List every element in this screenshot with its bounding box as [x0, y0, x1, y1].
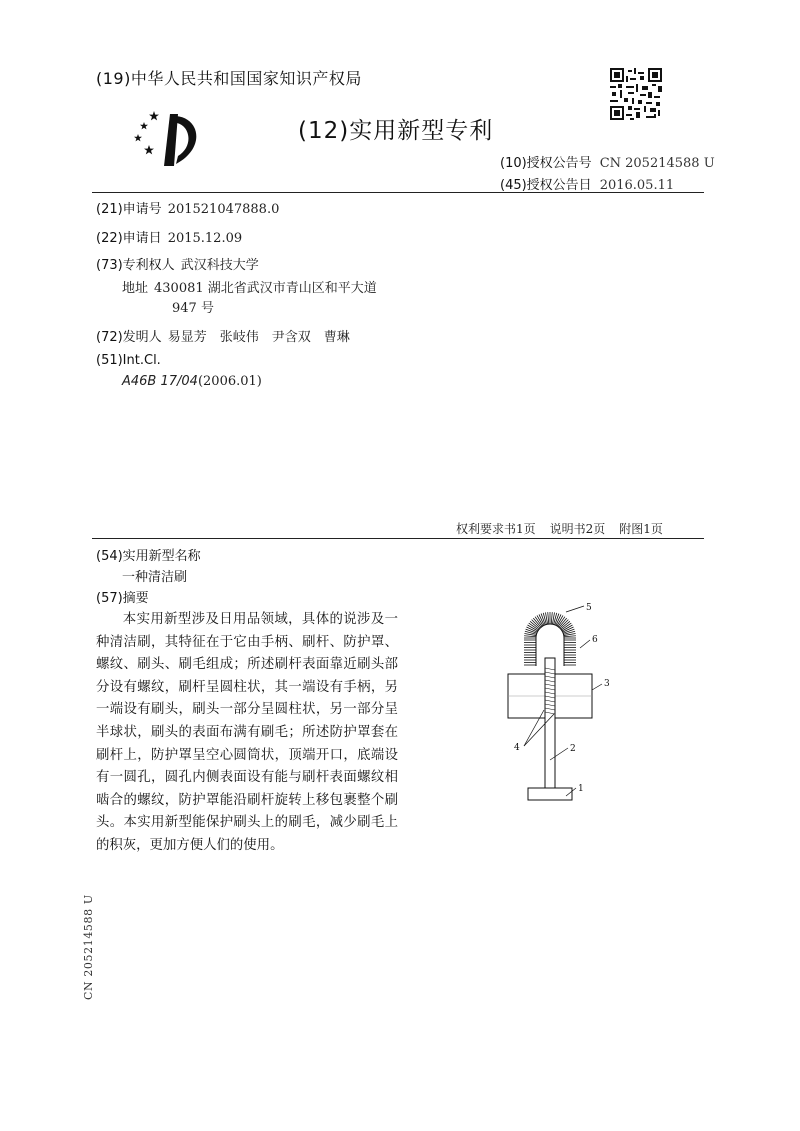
ipc-row — [122, 374, 262, 389]
page-count — [456, 520, 677, 537]
inventors-label: (72)发明人 — [96, 330, 162, 345]
publication-number-value: CN 205214588 U — [599, 156, 715, 171]
abstract-label: (57)摘要 — [96, 591, 149, 606]
office-name: (19)中华人民共和国国家知识产权局 — [96, 69, 362, 88]
document-type: (12)实用新型专利 — [298, 118, 494, 144]
description-pages: 说明书2页 — [549, 522, 606, 536]
address-row — [122, 277, 377, 296]
ipc-label: (51)Int.Cl. — [96, 353, 161, 368]
patentee-value: 武汉科技大学 — [180, 258, 259, 273]
figure-label-1: 1 — [578, 784, 584, 794]
application-number-row — [96, 198, 279, 217]
utility-title-label: (54)实用新型名称 — [96, 549, 201, 564]
figure-label-2: 2 — [570, 744, 576, 754]
qr-code-icon — [610, 68, 662, 120]
address-line-2: 947 号 — [172, 301, 214, 316]
application-date-value: 2015.12.09 — [167, 231, 243, 246]
address-line-1: 430081 湖北省武汉市青山区和平大道 — [154, 281, 377, 296]
claims-pages: 权利要求书1页 — [456, 522, 536, 536]
ipc-code: A46B 17/04 — [122, 374, 198, 389]
patentee-row — [96, 254, 259, 273]
publication-number-row — [500, 152, 715, 171]
cnipa-logo-icon — [130, 108, 210, 170]
publication-date-row — [500, 174, 674, 193]
publication-date-label: (45)授权公告日 — [500, 178, 592, 193]
drawings-pages: 附图1页 — [619, 522, 663, 536]
figure-label-6: 6 — [592, 635, 598, 645]
application-number-value: 201521047888.0 — [167, 202, 280, 217]
figure-label-5: 5 — [586, 603, 592, 613]
figure-label-4: 4 — [514, 743, 520, 753]
publication-number-label: (10)授权公告号 — [500, 156, 592, 171]
inventors-row — [96, 326, 350, 345]
abstract-divider — [92, 538, 704, 539]
header-divider — [92, 192, 704, 193]
patentee-label: (73)专利权人 — [96, 258, 175, 273]
figure-label-3: 3 — [604, 679, 610, 689]
publication-date-value: 2016.05.11 — [599, 178, 675, 193]
abstract-text: 本实用新型涉及日用品领域，具体的说涉及一种清洁刷，其特征在于它由手柄、刷杆、防护罩、螺纹、刷头、刷毛组成；所述刷杆表面靠近刷头部分设有螺纹，刷杆呈圆柱状，其一端设有手柄，另一端设有刷头，刷头一部分呈圆柱状，另一部分呈半球状，刷头的表面布满有刷毛；所述防护罩套在刷杆上，防护罩呈空心圆筒状，顶端开口，底端设有一圆孔，圆孔内侧表面设有能与刷杆表面螺纹相啮合的螺纹，防护罩能沿刷杆旋转上移包裹整个刷头。本实用新型能保护刷头上的刷毛，减少刷毛上的积灰，更加方便人们的使用。 — [96, 612, 398, 853]
application-date-label: (22)申请日 — [96, 231, 162, 246]
utility-title-value: 一种清洁刷 — [122, 570, 188, 585]
inventors-value: 易显芳 张岐伟 尹含双 曹琳 — [167, 330, 350, 345]
application-date-row — [96, 227, 242, 246]
address-label: 地址 — [122, 281, 149, 296]
ipc-year: (2006.01) — [197, 374, 262, 389]
brush-figure — [500, 598, 620, 818]
application-number-label: (21)申请号 — [96, 202, 162, 217]
sidebar-publication-number: CN 205214588 U — [82, 894, 95, 1000]
